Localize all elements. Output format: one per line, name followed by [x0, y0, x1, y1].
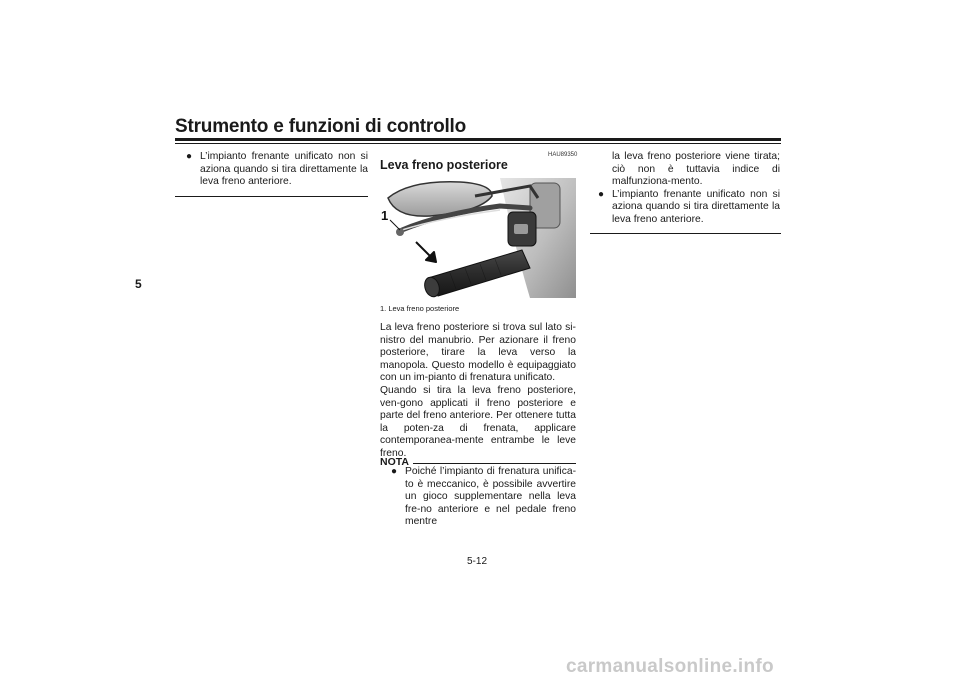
watermark: carmanualsonline.info: [566, 656, 774, 677]
section-end-rule: [590, 233, 781, 234]
list-item: [185, 151, 368, 189]
nota-rule: [413, 463, 576, 464]
column-1: [185, 151, 368, 189]
page-title: Strumento e funzioni di controllo: [175, 116, 467, 137]
header-rule: [175, 138, 781, 141]
handlebar-figure: [380, 178, 576, 298]
bullet-text: L’impianto frenante unificato non si aziona quando si tira direttamente la leva freno anteriore.: [200, 151, 368, 188]
list-item: [390, 466, 576, 529]
paragraph: La leva freno posteriore si trova sul lato si-nistro del manubrio. Per azionare il freno posteriore, tirare la leva verso la manopola. Questo modello è equipaggiato con un im-pianto di frenatura unificato.: [380, 322, 576, 384]
section-code: HAU89350: [548, 152, 578, 158]
page-number: 5-12: [467, 556, 488, 567]
bullet-icon: ●: [186, 151, 193, 162]
bullet-icon: ●: [598, 188, 605, 200]
brake-lever-illustration: [380, 178, 576, 298]
nota-label: NOTA: [380, 456, 409, 468]
bullet-text: Poiché l’impianto di frenatura unifica-to è meccanico, è possibile avvertire un gioco supplementare nella leva fre-no anteriore e nel pedale freno mentre: [405, 466, 576, 528]
continuation-text: la leva freno posteriore viene tirata; ciò non è tuttavia indice di malfunziona-mento.: [612, 151, 780, 188]
header-rule-thin: [175, 143, 781, 144]
figure-caption: 1. Leva freno posteriore: [380, 304, 460, 313]
bullet-text: L’impianto frenante unificato non si aziona quando si tira direttamente la leva freno anteriore.: [612, 188, 780, 225]
column-2-body: [380, 322, 576, 461]
bullet-icon: ●: [391, 466, 398, 477]
figure-callout: 1: [381, 208, 389, 223]
chapter-tab: 5: [135, 277, 142, 291]
column-3: [597, 151, 780, 227]
section-end-rule: [175, 196, 368, 197]
paragraph: Quando si tira la leva freno posteriore, ven-gono applicati il freno posteriore e parte del freno anteriore. Per ottenere tutta la poten-za di frenata, applicare contemporanea-mente entrambe le leve freno.: [380, 384, 576, 459]
nota-list: [390, 466, 576, 529]
section-title: Leva freno posteriore: [380, 158, 508, 172]
list-item: [597, 189, 780, 227]
